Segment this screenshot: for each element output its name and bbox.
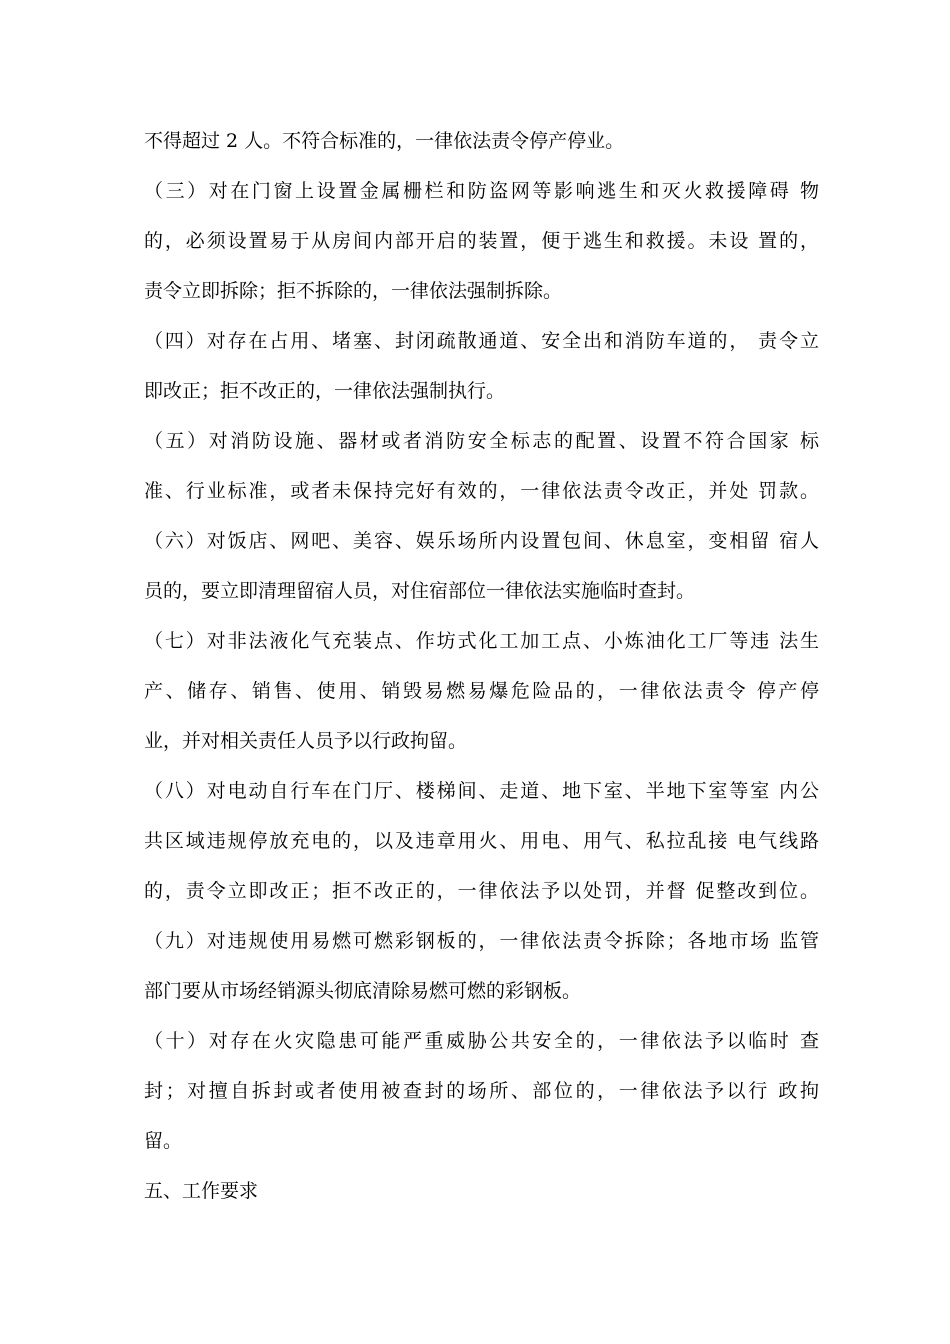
text-line: 不得超过 2 人。不符合标准的，一律依法责令停产停业。 — [144, 130, 625, 152]
text-line: 部门要从市场经销源头彻底清除易燃可燃的彩钢板。 — [144, 980, 582, 1002]
section-heading: 五、工作要求 — [144, 1180, 259, 1202]
text-line: （四）对存在占用、堵塞、封闭疏散通道、安全出和消防车道的， 责令立 — [144, 330, 819, 352]
text-line: 员的，要立即清理留宿人员，对住宿部位一律依法实施临时查封。 — [144, 580, 696, 602]
text-line: 留。 — [144, 1130, 183, 1152]
text-line: （十）对存在火灾隐患可能严重威胁公共安全的，一律依法予以临时 查 — [144, 1030, 819, 1052]
text-line: （七）对非法液化气充装点、作坊式化工加工点、小炼油化工厂等违 法生 — [144, 630, 819, 652]
text-line: （八）对电动自行车在门厅、楼梯间、走道、地下室、半地下室等室 内公 — [144, 780, 819, 802]
text-line: （五）对消防设施、器材或者消防安全标志的配置、设置不符合国家 标 — [144, 430, 819, 452]
text-line: （三）对在门窗上设置金属栅栏和防盗网等影响逃生和灭火救援障碍 物 — [144, 180, 819, 202]
text-line: 责令立即拆除；拒不拆除的，一律依法强制拆除。 — [144, 280, 563, 302]
text-line: （六）对饭店、网吧、美容、娱乐场所内设置包间、休息室，变相留 宿人 — [144, 530, 819, 552]
text-line: 的，必须设置易于从房间内部开启的装置，便于逃生和救援。未设 置的， — [144, 230, 819, 252]
text-line: 的，责令立即改正；拒不改正的，一律依法予以处罚，并督 促整改到位。 — [144, 880, 819, 902]
text-line: 准、行业标准，或者未保持完好有效的，一律依法责令改正，并处 罚款。 — [144, 480, 819, 502]
text-line: 即改正；拒不改正的，一律依法强制执行。 — [144, 380, 506, 402]
text-line: 共区域违规停放充电的，以及违章用火、用电、用气、私拉乱接 电气线路 — [144, 830, 819, 852]
text-line: （九）对违规使用易燃可燃彩钢板的，一律依法责令拆除；各地市场 监管 — [144, 930, 819, 952]
text-line: 产、储存、销售、使用、销毁易燃易爆危险品的，一律依法责令 停产停 — [144, 680, 819, 702]
text-line: 封；对擅自拆封或者使用被查封的场所、部位的，一律依法予以行 政拘 — [144, 1080, 819, 1102]
text-line: 业，并对相关责任人员予以行政拘留。 — [144, 730, 468, 752]
